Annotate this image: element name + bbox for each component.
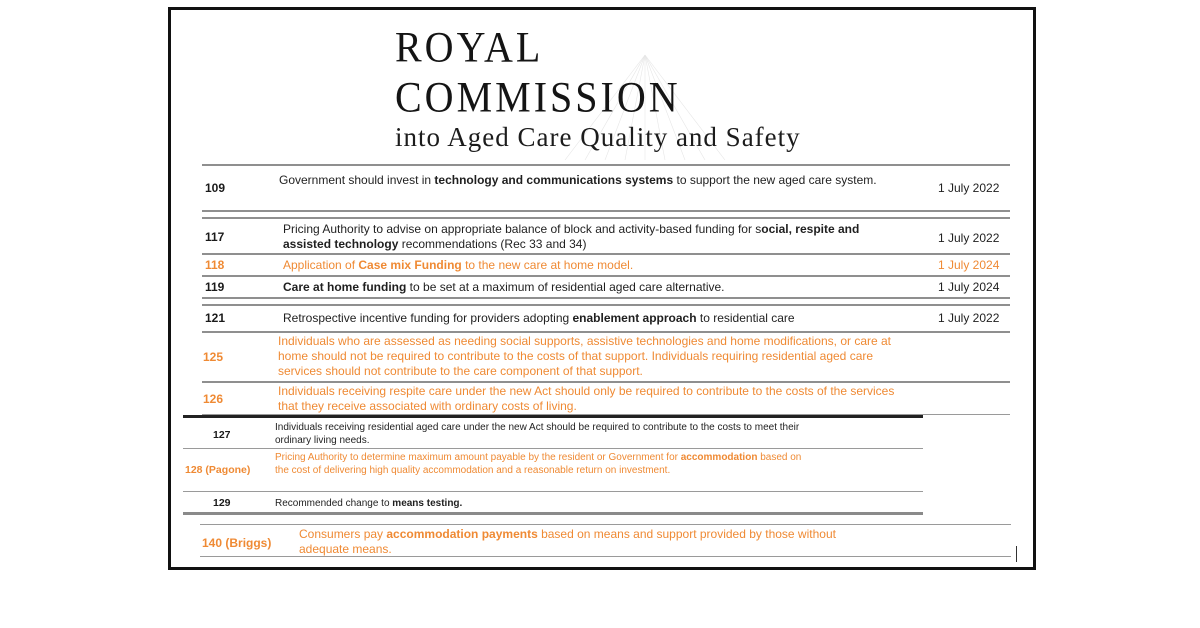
divider — [200, 524, 1011, 525]
rec-number: 127 — [213, 429, 231, 441]
divider — [202, 275, 1010, 277]
divider — [202, 331, 1010, 333]
rec-text: Pricing Authority to determine maximum amount payable by the resident or Government for accommodation based on the cost of delivering high quality accommodation and a reasonable return on investment. — [275, 452, 802, 476]
divider — [183, 415, 923, 418]
divider — [183, 512, 923, 515]
rec-text: Care at home funding to be set at a maximum of residential aged care alternative. — [283, 280, 725, 294]
divider — [202, 164, 1010, 166]
rec-date: 1 July 2022 — [938, 181, 1000, 195]
rec-number: 128 (Pagone) — [185, 464, 251, 476]
rec-text: Pricing Authority to advise on appropriate balance of block and activity-based funding for social, respite and assisted technology recommendations (Rec 33 and 34) — [283, 222, 860, 251]
rec-text: Individuals receiving residential aged care under the new Act should be required to contribute to the costs to meet their ordinary living needs. — [275, 422, 800, 446]
rec-text: Recommended change to means testing. — [275, 498, 463, 509]
rec-number: 109 — [205, 181, 226, 195]
rec-number: 118 — [205, 258, 225, 272]
rec-text: Application of Case mix Funding to the new care at home model. — [283, 258, 634, 272]
rec-date: 1 July 2022 — [938, 311, 1000, 325]
rec-text: Consumers pay accommodation payments based on means and support provided by those without adequate means. — [299, 527, 836, 556]
rec-number: 125 — [203, 350, 224, 364]
divider — [202, 297, 1010, 299]
rec-number: 126 — [203, 392, 224, 406]
divider — [202, 253, 1010, 255]
rec-text: Government should invest in technology and communications systems to support the new aged care system. — [279, 173, 877, 187]
rec-text: Individuals receiving respite care under the new Act should only be required to contribute to the costs of the services that they receive associated with ordinary costs of living. — [278, 384, 895, 413]
rec-text: Individuals who are assessed as needing social supports, assistive technologies and home modifications, or care at home should not be required to contribute to the costs of that support. Individuals requiring residential aged care services should not contribute to the care component of that support. — [278, 334, 892, 378]
divider — [202, 217, 1010, 219]
title-royal: ROYAL — [395, 22, 544, 72]
title-commission: COMMISSION — [395, 72, 681, 122]
divider — [202, 210, 1010, 212]
rec-number: 129 — [213, 497, 231, 509]
rec-number: 140 (Briggs) — [202, 536, 272, 550]
rec-text: Retrospective incentive funding for providers adopting enablement approach to residential care — [283, 311, 795, 325]
title-subtitle: into Aged Care Quality and Safety — [395, 122, 801, 152]
rec-number: 117 — [205, 230, 225, 244]
rec-number: 119 — [205, 280, 225, 294]
rec-date: 1 July 2024 — [938, 280, 1000, 294]
rec-date: 1 July 2024 — [938, 258, 1000, 272]
rec-number: 121 — [205, 311, 226, 325]
divider — [183, 491, 923, 492]
divider — [202, 381, 1010, 383]
cursor-mark — [1016, 546, 1017, 562]
divider — [202, 304, 1010, 306]
rec-date: 1 July 2022 — [938, 231, 1000, 245]
divider — [183, 448, 923, 449]
